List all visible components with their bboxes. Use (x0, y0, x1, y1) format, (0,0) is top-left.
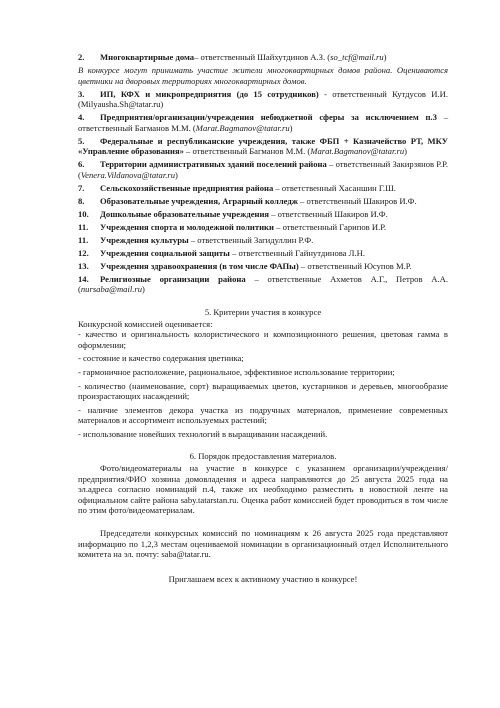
item-responsible: ответственный Шакиров И.Ф. (277, 208, 388, 219)
item-number: 2. (78, 52, 85, 62)
item-number: 5. (78, 135, 85, 146)
item-responsible: ответственный Гарипов И.Р. (282, 221, 387, 232)
nomination-item (78, 222, 448, 233)
item-number: 7. (78, 182, 85, 193)
nomination-item (78, 209, 448, 220)
section-paragraph: Председатели конкурсных комиссий по номинациям к 26 августа 2025 года представляют информацию по 1,2,3 местам оцениваемой номинации в организационный отдел Исполнительного комитета на эл. почту: saba@tatar.ru. (78, 528, 448, 560)
closing-line: Приглашаем всех к активному участию в конкурсе! (168, 573, 358, 584)
nomination-item (78, 196, 448, 207)
nomination-item (78, 235, 448, 246)
item-email: nursaba@mail.ru (80, 284, 143, 295)
nomination-note: В конкурсе могут принимать участие жители многоквартирных домов района. Оцениваются цветники на дворовых территориях многоквартирных домов. (78, 64, 448, 86)
criterion-item: - использование новейших технологий в выращивании насаждений. (78, 428, 328, 439)
item-email: Venera.Vildanova@tatar.ru (80, 169, 176, 180)
item-tail: ) (404, 146, 407, 157)
item-title: Учреждения спорта и молодежной политики (100, 221, 274, 232)
item-number: 14. (78, 273, 89, 284)
separator: – (229, 247, 239, 258)
item-title: Дошкольные образовательные учреждения (100, 208, 270, 219)
item-responsible: ответственный Юсупов М.Р. (307, 260, 412, 271)
item-responsible: ответственный Багманов М.М. ( (78, 122, 196, 133)
item-title: Учреждения социальной защиты (100, 247, 230, 258)
item-email: Marat.Bagmanov@tatar.ru (195, 122, 290, 133)
item-responsible: ответственный Багманов М.М. ( (192, 146, 311, 157)
item-email: so_tcf@mail.ru (330, 52, 384, 62)
nomination-item (78, 274, 448, 295)
item-responsible: ответственный Загидуллин Р.Ф. (197, 234, 314, 245)
separator: – (436, 112, 448, 123)
nomination-item (78, 248, 448, 259)
separator: – (194, 52, 201, 62)
nomination-item (78, 136, 448, 157)
item-responsible: ответственные Ахметов А.Г., Петров А.А. ( (78, 273, 448, 295)
item-tail: ) (142, 284, 145, 295)
separator: – (183, 146, 193, 157)
section-criteria (78, 307, 448, 440)
item-title: ИП, КФХ и микропредприятия (до 15 сотрудников) (100, 88, 319, 99)
item-tail: ) (175, 169, 178, 180)
section-materials (78, 451, 448, 559)
item-title: Федеральные и республиканские учреждения, также ФБП + Казначейство РТ, МКУ «Управление образования» (78, 135, 448, 157)
separator: – (326, 159, 336, 170)
separator: – (269, 208, 278, 219)
nominations-list (78, 52, 448, 295)
nomination-item (78, 112, 448, 133)
nomination-item (78, 261, 448, 272)
nomination-item (78, 52, 448, 63)
separator: – (245, 273, 268, 284)
section-title: 5. Критерии участия в конкурсе (204, 306, 322, 317)
criterion-item: - качество и оригинальность колористического и композиционного решения, цветовая гамма в оформлении; (78, 329, 448, 350)
item-title: Религиозные организации района (100, 273, 246, 284)
spacer (78, 516, 448, 528)
item-number: 13. (78, 260, 89, 271)
item-responsible: ответственный Закирзянов Р.Р. ( (78, 159, 449, 180)
separator: – (188, 234, 198, 245)
item-responsible: ответственный Кутдусов И.И. (Milyausha.Sh@tatar.ru) (78, 88, 448, 110)
item-number: 4. (78, 112, 85, 123)
nomination-item (78, 159, 448, 180)
section-title: 6. Порядок предоставления материалов. (189, 451, 337, 462)
item-title: Предприятия/организации/учреждения небюджетной сферы за исключением п.3 (100, 112, 437, 123)
criterion-item: - гармоничное расположение, рациональное, эффективное использование территории; (78, 366, 395, 377)
item-tail: ) (289, 122, 293, 133)
item-number: 3. (78, 88, 85, 99)
item-title: Сельскохозяйственные предприятия района (100, 182, 274, 193)
item-number: 8. (78, 195, 85, 206)
item-responsible: ответственный Шайхутдинов А.З. ( (200, 52, 331, 62)
criterion-item: - наличие элементов декора участка из подручных материалов, применение современных материалов и ассортимент используемых растений; (78, 404, 448, 426)
separator: – (273, 221, 283, 232)
item-responsible: ответственный Гайнутдинова Л.Н. (238, 247, 365, 258)
separator: – (273, 182, 282, 193)
item-responsible: ответственный Хасаншин Г.Ш. (281, 182, 396, 193)
item-responsible: ответственный Шакиров И.Ф. (306, 195, 417, 206)
item-title: Учреждения культуры (100, 234, 189, 245)
section-intro: Конкурсной комиссией оценивается: (78, 318, 213, 329)
separator: – (298, 260, 308, 271)
item-number: 12. (78, 247, 89, 258)
item-email: Marat.Bagmanov@tatar.ru (310, 146, 405, 157)
section-paragraph: Фото/видеоматериалы на участие в конкурсе с указанием организации/учреждения/предприятия/ФИО хозяина домовладения и адреса направляются до 25 августа 2025 года на эл.адреса согласно номинаций п.4, также их необходимо разместить в новостной ленте на официальном сайте района saby.tatarstan.ru. Оценка работ комиссией будет проводиться в том числе по этим фото/видеоматериалам. (78, 463, 448, 516)
item-title: Многоквартирные дома (100, 52, 195, 62)
nomination-item (78, 183, 448, 194)
item-title: Территории административных зданий поселений района (100, 159, 327, 170)
item-title: Учреждения здравоохранения (в том числе ФАПы) (100, 260, 299, 271)
criterion-item: - состояние и качество содержания цветника; (78, 353, 244, 364)
item-number: 11. (78, 221, 89, 232)
criterion-item: - количество (наименование, сорт) выращиваемых цветов, кустарников и деревьев, многообразие произрастающих насаждений; (78, 380, 448, 402)
item-number: 10. (78, 208, 89, 219)
item-tail: ) (383, 52, 387, 62)
item-number: 11. (78, 234, 89, 245)
item-number: 6. (78, 159, 85, 170)
nomination-item (78, 89, 448, 110)
separator: - (318, 88, 333, 99)
separator: – (297, 195, 307, 206)
item-title: Образовательные учреждения, Аграрный колледж (100, 195, 298, 206)
